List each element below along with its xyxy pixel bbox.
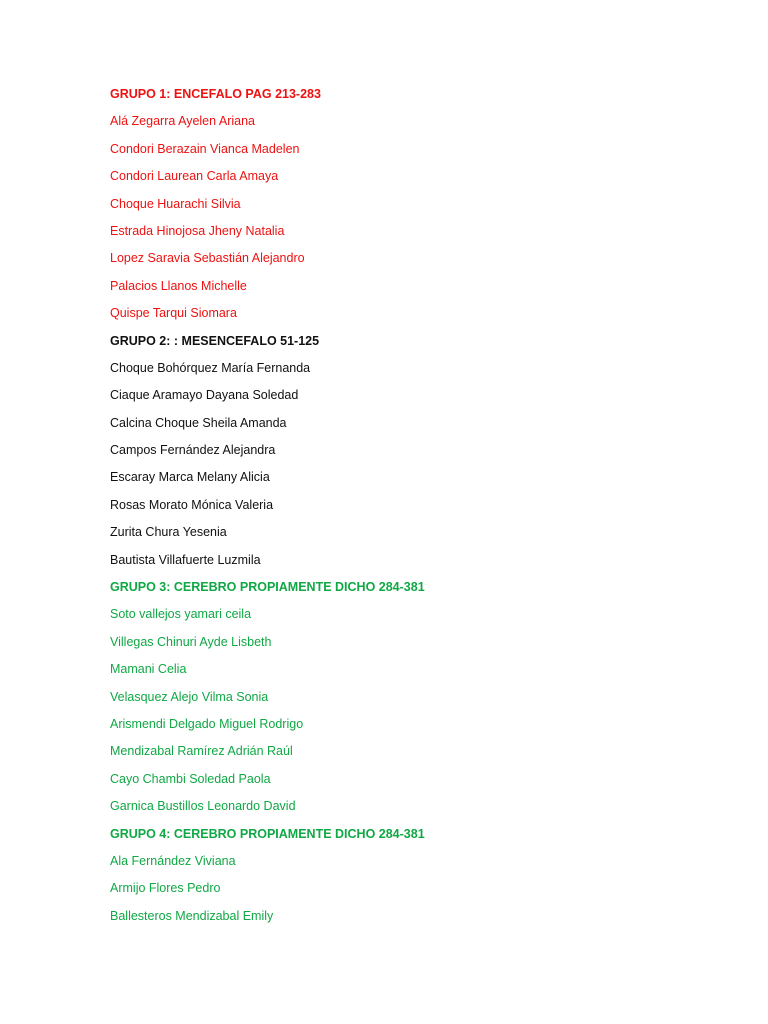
group-section-4 bbox=[110, 825, 710, 935]
member-name: Lopez Saravia Sebastián Alejandro bbox=[110, 251, 305, 266]
member-name: Ballesteros Mendizabal Emily bbox=[110, 908, 274, 923]
member-name: Velasquez Alejo Vilma Sonia bbox=[110, 689, 269, 704]
group-section-1 bbox=[110, 85, 710, 332]
member-name: Escaray Marca Melany Alicia bbox=[110, 470, 270, 485]
member-name: Soto vallejos yamari ceila bbox=[110, 607, 252, 622]
member-name: Quispe Tarqui Siomara bbox=[110, 306, 237, 321]
member-name: Zurita Chura Yesenia bbox=[110, 525, 227, 540]
member-name: Campos Fernández Alejandra bbox=[110, 443, 276, 458]
member-name: Mamani Celia bbox=[110, 662, 187, 677]
member-name: Villegas Chinuri Ayde Lisbeth bbox=[110, 634, 272, 649]
member-name: Rosas Morato Mónica Valeria bbox=[110, 497, 274, 512]
member-name: Arismendi Delgado Miguel Rodrigo bbox=[110, 716, 304, 731]
member-name: Palacios Llanos Michelle bbox=[110, 278, 247, 293]
member-name: Mendizabal Ramírez Adrián Raúl bbox=[110, 744, 293, 759]
member-name: Cayo Chambi Soledad Paola bbox=[110, 771, 271, 786]
group-heading: GRUPO 3: CEREBRO PROPIAMENTE DICHO 284-381 bbox=[110, 580, 425, 595]
member-name: Condori Laurean Carla Amaya bbox=[110, 169, 279, 184]
member-name: Calcina Choque Sheila Amanda bbox=[110, 415, 287, 430]
group-heading: GRUPO 2: : MESENCEFALO 51-125 bbox=[110, 333, 320, 348]
member-name: Alá Zegarra Ayelen Ariana bbox=[110, 114, 256, 129]
member-name: Estrada Hinojosa Jheny Natalia bbox=[110, 223, 285, 238]
group-section-2 bbox=[110, 332, 710, 579]
member-name: Armijo Flores Pedro bbox=[110, 881, 221, 896]
group-heading: GRUPO 1: ENCEFALO PAG 213-283 bbox=[110, 87, 321, 101]
group-section-3 bbox=[110, 578, 710, 825]
member-name: Choque Bohórquez María Fernanda bbox=[110, 360, 311, 375]
member-name: Ala Fernández Viviana bbox=[110, 853, 236, 868]
member-name: Ciaque Aramayo Dayana Soledad bbox=[110, 388, 299, 403]
member-name: Choque Huarachi Silvia bbox=[110, 196, 241, 211]
group-heading: GRUPO 4: CEREBRO PROPIAMENTE DICHO 284-381 bbox=[110, 826, 425, 841]
group-list bbox=[110, 85, 710, 934]
member-name: Bautista Villafuerte Luzmila bbox=[110, 552, 261, 567]
member-name: Condori Berazain Vianca Madelen bbox=[110, 141, 300, 156]
member-name: Garnica Bustillos Leonardo David bbox=[110, 799, 296, 814]
